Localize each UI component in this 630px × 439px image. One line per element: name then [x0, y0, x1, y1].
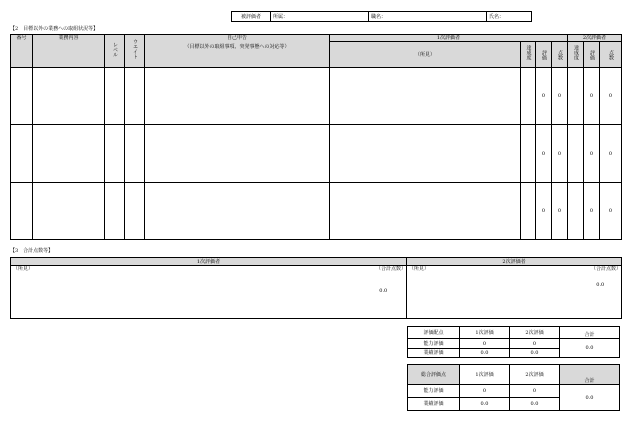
- total-points2-cell: [580, 266, 622, 319]
- total-points1-cell: [361, 266, 407, 319]
- opinion1-cell[interactable]: [330, 68, 521, 125]
- overall-row2-label: 業績評価: [408, 398, 460, 411]
- name-field[interactable]: [487, 12, 532, 22]
- total-points1-label: （合計点数）: [375, 266, 406, 272]
- score2-label: 点数: [608, 50, 614, 61]
- rating1-cell: 0: [536, 68, 552, 125]
- col-weight-label: ウエイト: [132, 39, 138, 60]
- col-eval1-header: 1次評価者: [330, 35, 568, 42]
- col-weight-header: [125, 35, 145, 68]
- rating1-cell: 0: [536, 125, 552, 182]
- self-cell[interactable]: [145, 68, 330, 125]
- score1-cell: 0: [552, 182, 568, 239]
- no-cell[interactable]: [11, 182, 33, 239]
- achieve1-cell[interactable]: [521, 182, 536, 239]
- total-points2-value: 0.0: [596, 282, 605, 288]
- achieve1-label: 達成度: [525, 45, 532, 61]
- opinion1-cell[interactable]: [330, 182, 521, 239]
- total-opinion2-cell[interactable]: [407, 266, 580, 319]
- position-field[interactable]: [369, 12, 487, 22]
- section3-title: 【3 合計点数等】: [10, 248, 54, 254]
- col-rating1-header: [536, 42, 552, 68]
- alloc-header-eval1: 1次評価: [460, 327, 510, 339]
- score1-label: 点数: [557, 50, 563, 61]
- dept-label: 所属：: [273, 13, 289, 20]
- col-achieve1-header: [521, 42, 536, 68]
- score-allocation-table: [407, 326, 620, 358]
- alloc-row2-label: 業績評価: [408, 348, 460, 357]
- task-cell[interactable]: [33, 182, 105, 239]
- overall-total: 0.0: [560, 385, 620, 411]
- alloc-header-eval2: 2次評価: [510, 327, 560, 339]
- section2-title: 【2 目標以外の業務への取組状況等】: [10, 26, 99, 32]
- task-cell[interactable]: [33, 68, 105, 125]
- alloc-row1-v1: 0: [460, 339, 510, 348]
- overall-header-total: 合計: [560, 365, 620, 385]
- rating2-cell: 0: [584, 68, 600, 125]
- achieve2-cell[interactable]: [568, 68, 584, 125]
- overall-score-table: [407, 364, 620, 411]
- rating2-cell: 0: [584, 125, 600, 182]
- alloc-row1-v2: 0: [510, 339, 560, 348]
- alloc-header-total: 合計: [560, 327, 620, 339]
- rating2-label: 評価: [589, 50, 595, 61]
- achieve1-cell[interactable]: [521, 68, 536, 125]
- task-cell[interactable]: [33, 125, 105, 182]
- total-opinion1-label: （所見）: [13, 266, 34, 272]
- alloc-total: 0.0: [560, 339, 620, 358]
- alloc-row2-v1: 0.0: [460, 348, 510, 357]
- col-score1-header: [552, 42, 568, 68]
- opinion1-cell[interactable]: [330, 125, 521, 182]
- col-opinion-header: （所見）: [330, 42, 521, 68]
- score1-cell: 0: [552, 68, 568, 125]
- evaluatee-info-table: [231, 11, 532, 22]
- table-row: [11, 125, 622, 182]
- col-self-subtitle: （目標以外の取組事項、突発事態への対応等）: [184, 44, 290, 50]
- self-cell[interactable]: [145, 182, 330, 239]
- no-cell[interactable]: [11, 68, 33, 125]
- col-self-title: 自己申告: [226, 35, 247, 41]
- dept-field[interactable]: [271, 12, 369, 22]
- col-task-header: 業務内容: [33, 35, 105, 68]
- achieve2-cell[interactable]: [568, 182, 584, 239]
- section2-table: [10, 34, 622, 240]
- weight-cell[interactable]: [125, 125, 145, 182]
- col-eval2-header: 2次評価者: [568, 35, 622, 42]
- col-self-header: [145, 35, 330, 68]
- total-opinion1-cell[interactable]: [11, 266, 361, 319]
- rating1-cell: 0: [536, 182, 552, 239]
- name-label: 氏名：: [489, 13, 505, 20]
- evaluatee-label: 被評価者: [232, 12, 271, 22]
- col-score2-header: [600, 42, 622, 68]
- alloc-row1-label: 能力評価: [408, 339, 460, 348]
- overall-row1-v1: 0: [460, 385, 510, 398]
- achieve2-cell[interactable]: [568, 125, 584, 182]
- self-cell[interactable]: [145, 125, 330, 182]
- table-row: [11, 182, 622, 239]
- section3-table: [10, 257, 622, 319]
- overall-header-eval2: 2次評価: [510, 365, 560, 385]
- col-level-label: レベル: [112, 41, 118, 57]
- rating2-cell: 0: [584, 182, 600, 239]
- achieve1-cell[interactable]: [521, 125, 536, 182]
- total-eval2-header: 2次評価者: [407, 258, 622, 266]
- overall-row1-label: 能力評価: [408, 385, 460, 398]
- overall-header-eval1: 1次評価: [460, 365, 510, 385]
- col-achieve2-header: [568, 42, 584, 68]
- level-cell[interactable]: [105, 125, 125, 182]
- level-cell[interactable]: [105, 68, 125, 125]
- total-points2-label: （合計点数）: [590, 266, 621, 272]
- col-rating2-header: [584, 42, 600, 68]
- weight-cell[interactable]: [125, 68, 145, 125]
- score1-cell: 0: [552, 125, 568, 182]
- total-eval1-header: 1次評価者: [11, 258, 407, 266]
- overall-row2-v1: 0.0: [460, 398, 510, 411]
- table-row: [11, 68, 622, 125]
- weight-cell[interactable]: [125, 182, 145, 239]
- rating1-label: 評価: [541, 50, 547, 61]
- col-no-header: 番号: [11, 35, 33, 68]
- alloc-row2-v2: 0.0: [510, 348, 560, 357]
- col-level-header: [105, 35, 125, 68]
- overall-row1-v2: 0: [510, 385, 560, 398]
- overall-row2-v2: 0.0: [510, 398, 560, 411]
- no-cell[interactable]: [11, 125, 33, 182]
- overall-header-label: 総合評価点: [408, 365, 460, 385]
- achieve2-label: 達成度: [573, 45, 579, 61]
- alloc-header-label: 評価配点: [408, 327, 460, 339]
- position-label: 職名：: [371, 13, 387, 20]
- total-points1-value: 0.0: [379, 288, 388, 294]
- total-opinion2-label: （所見）: [409, 266, 430, 272]
- score2-cell: 0: [600, 68, 622, 125]
- score2-cell: 0: [600, 125, 622, 182]
- level-cell[interactable]: [105, 182, 125, 239]
- score2-cell: 0: [600, 182, 622, 239]
